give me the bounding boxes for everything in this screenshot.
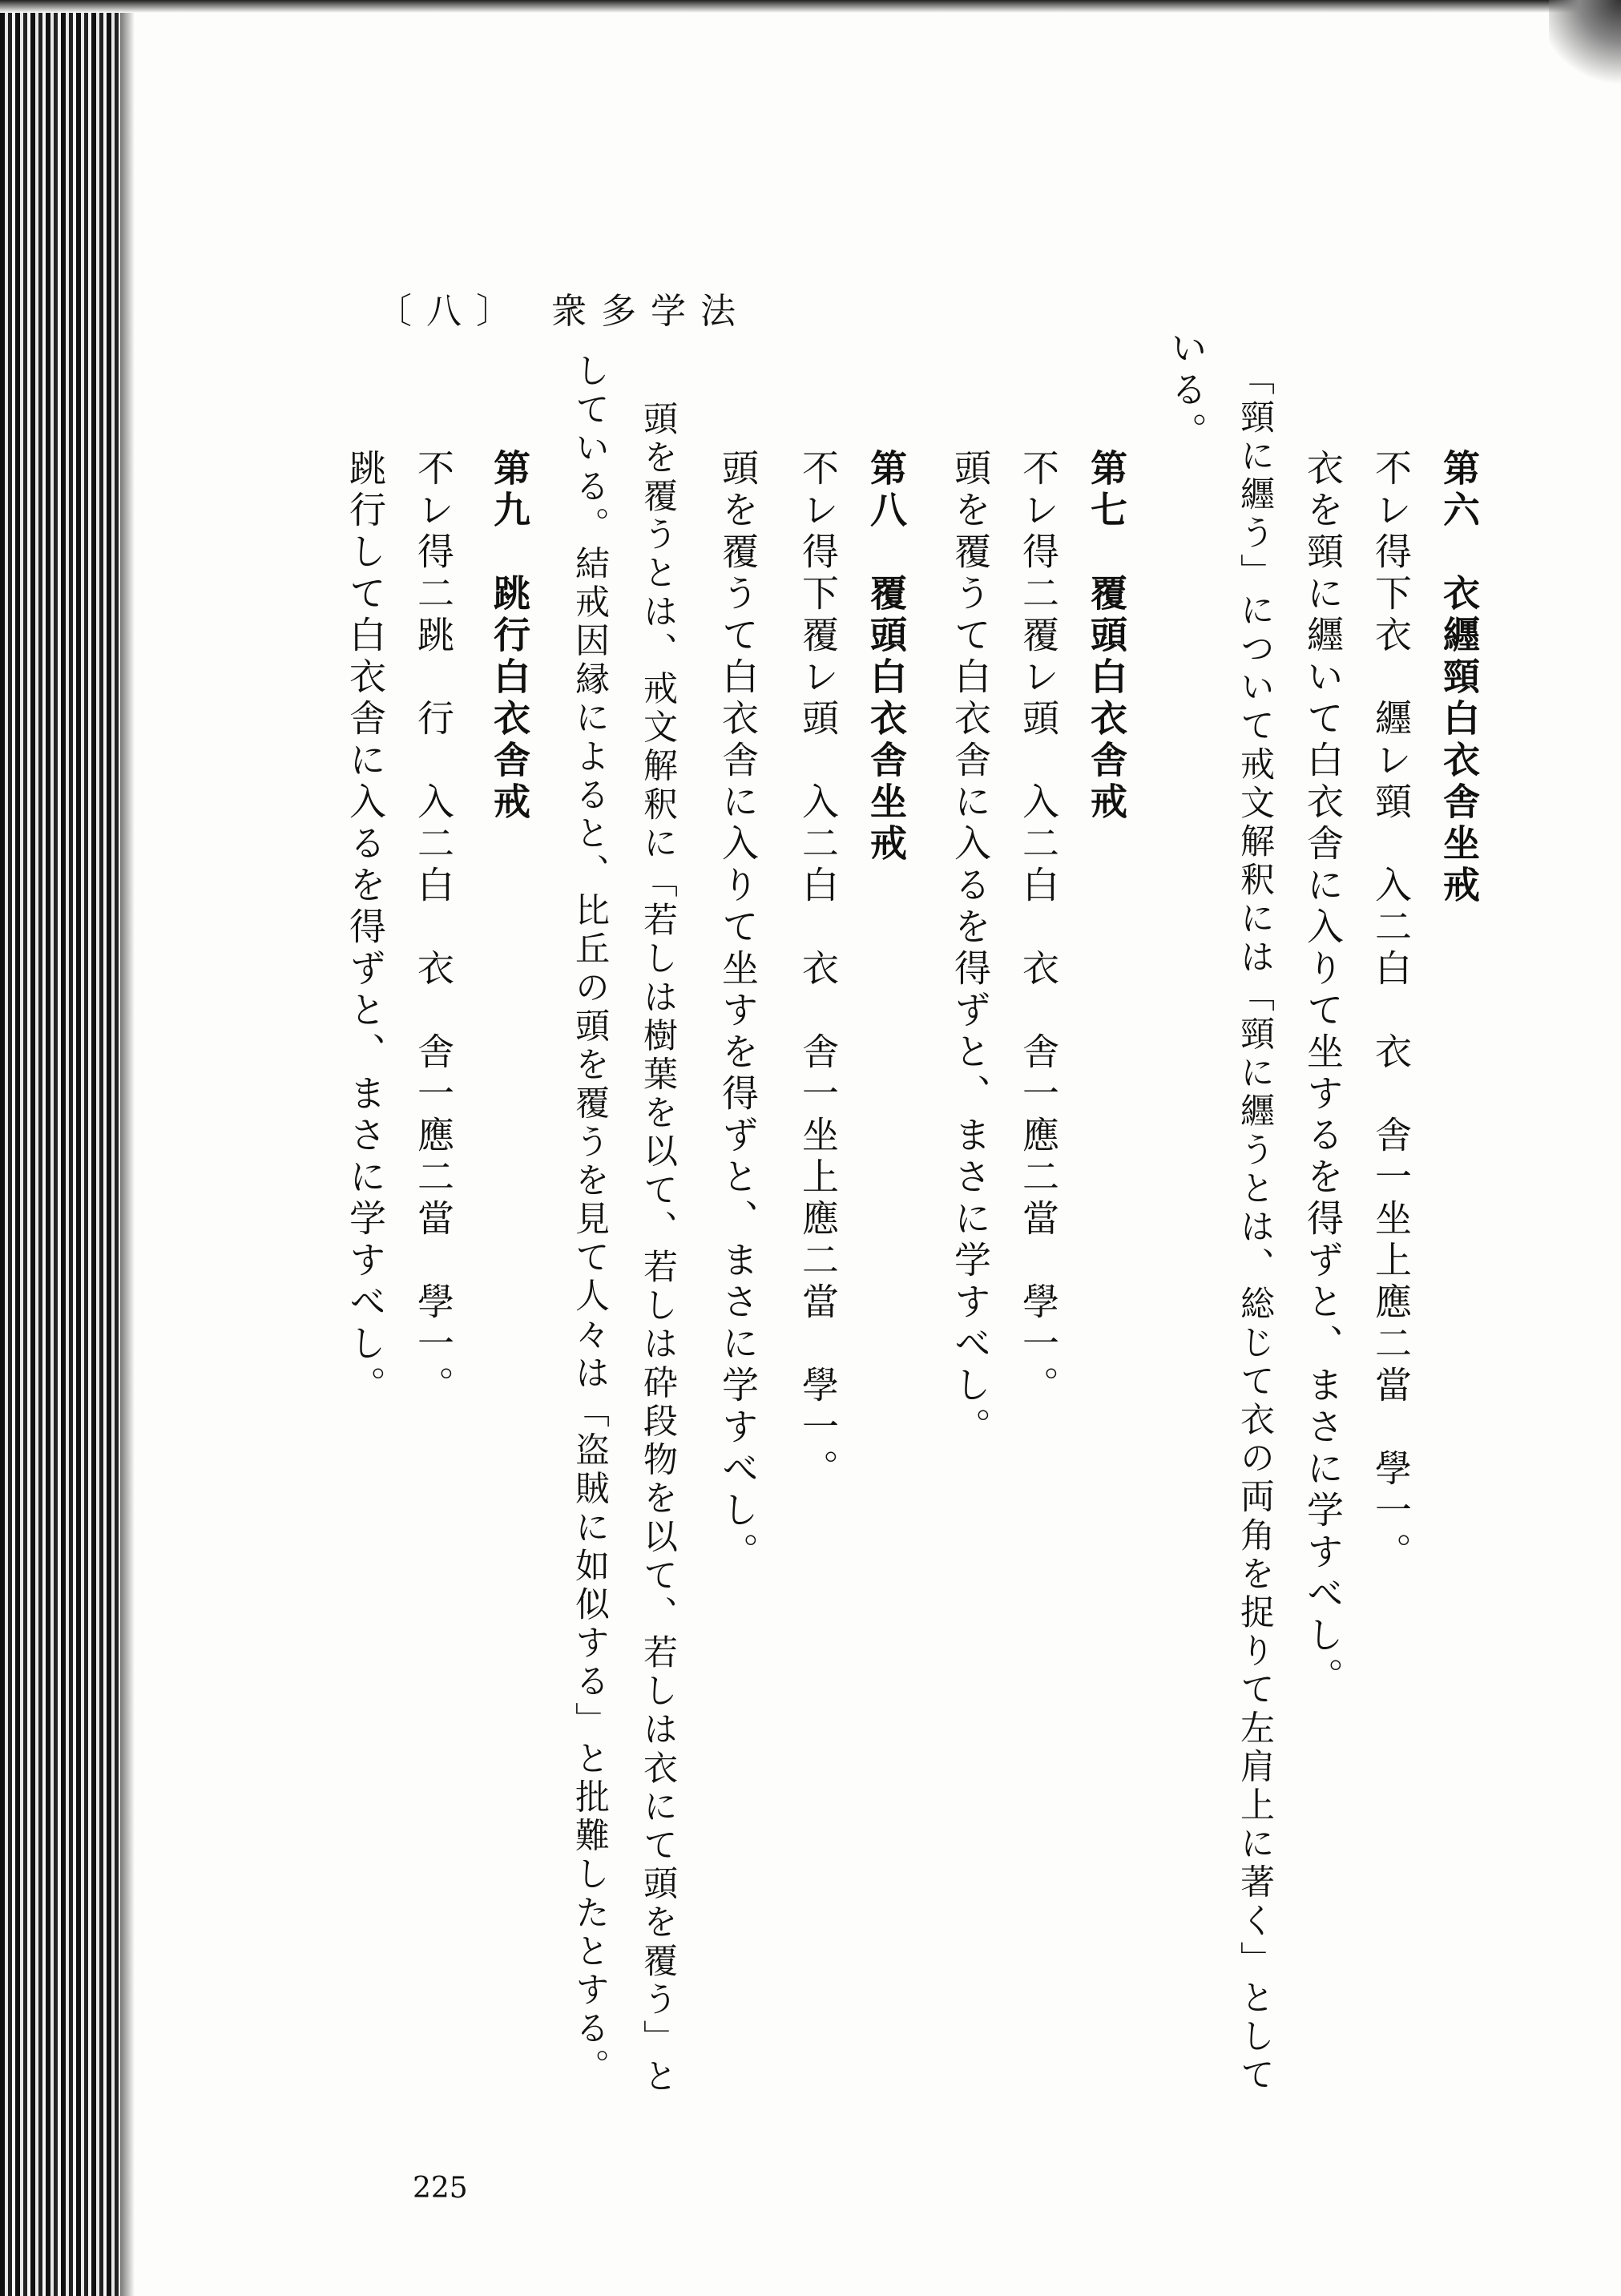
kanbun-line-8: 不レ得下覆レ頭 入二白 衣 舎一坐上應二當 學一。 bbox=[796, 449, 840, 1491]
body-line: 頭を覆うとは、戒文解釈に「若しは樹葉を以て、若しは砕段物を以て、若しは衣にて頭を覆う」と bbox=[638, 401, 678, 2097]
kanbun-line-6: 不レ得下衣 纒レ頸 入二白 衣 舎一坐上應二當 學一。 bbox=[1369, 449, 1413, 1574]
gutter-shadow bbox=[120, 0, 135, 2296]
section-heading-8: 第八 覆頭白衣舎坐戒 bbox=[865, 449, 908, 866]
body-line: 跳行して白衣舎に入るを得ずと、まさに学すべし。 bbox=[344, 449, 387, 1407]
page-number: 225 bbox=[413, 2172, 468, 2205]
body-line: 頭を覆うて白衣舎に入りて坐すを得ずと、まさに学すべし。 bbox=[716, 449, 760, 1574]
kanbun-line-9: 不レ得二跳 行 入二白 衣 舎一應二當 學一。 bbox=[412, 449, 455, 1407]
binding-gutter bbox=[0, 0, 120, 2296]
corner-shadow bbox=[1549, 0, 1621, 96]
body-line: 「頸に纒う」について戒文解釈には「頸に纒うとは、総じて衣の両角を捉りて左肩上に著く」として bbox=[1235, 361, 1275, 2096]
section-heading-6: 第六 衣纒頸白衣舎坐戒 bbox=[1438, 449, 1481, 907]
body-line: 頭を覆うて白衣舎に入るを得ずと、まさに学すべし。 bbox=[949, 449, 992, 1449]
body-line: いる。 bbox=[1165, 329, 1208, 454]
kanbun-line-7: 不レ得二覆レ頭 入二白 衣 舎一應二當 學一。 bbox=[1017, 449, 1060, 1407]
section-heading-7: 第七 覆頭白衣舎戒 bbox=[1085, 449, 1128, 824]
body-line: している。結戒因縁によると、比丘の頭を覆うを見て人々は「盗賊に如似する」と批難したとする。 bbox=[570, 353, 610, 2088]
section-heading-9: 第九 跳行白衣舎戒 bbox=[488, 449, 531, 824]
body-line: 衣を頸に纒いて白衣舎に入りて坐するを得ずと、まさに学すべし。 bbox=[1301, 449, 1345, 1699]
running-header: 〔八〕 衆多学法 bbox=[377, 291, 750, 332]
top-edge-shadow bbox=[0, 0, 1621, 13]
